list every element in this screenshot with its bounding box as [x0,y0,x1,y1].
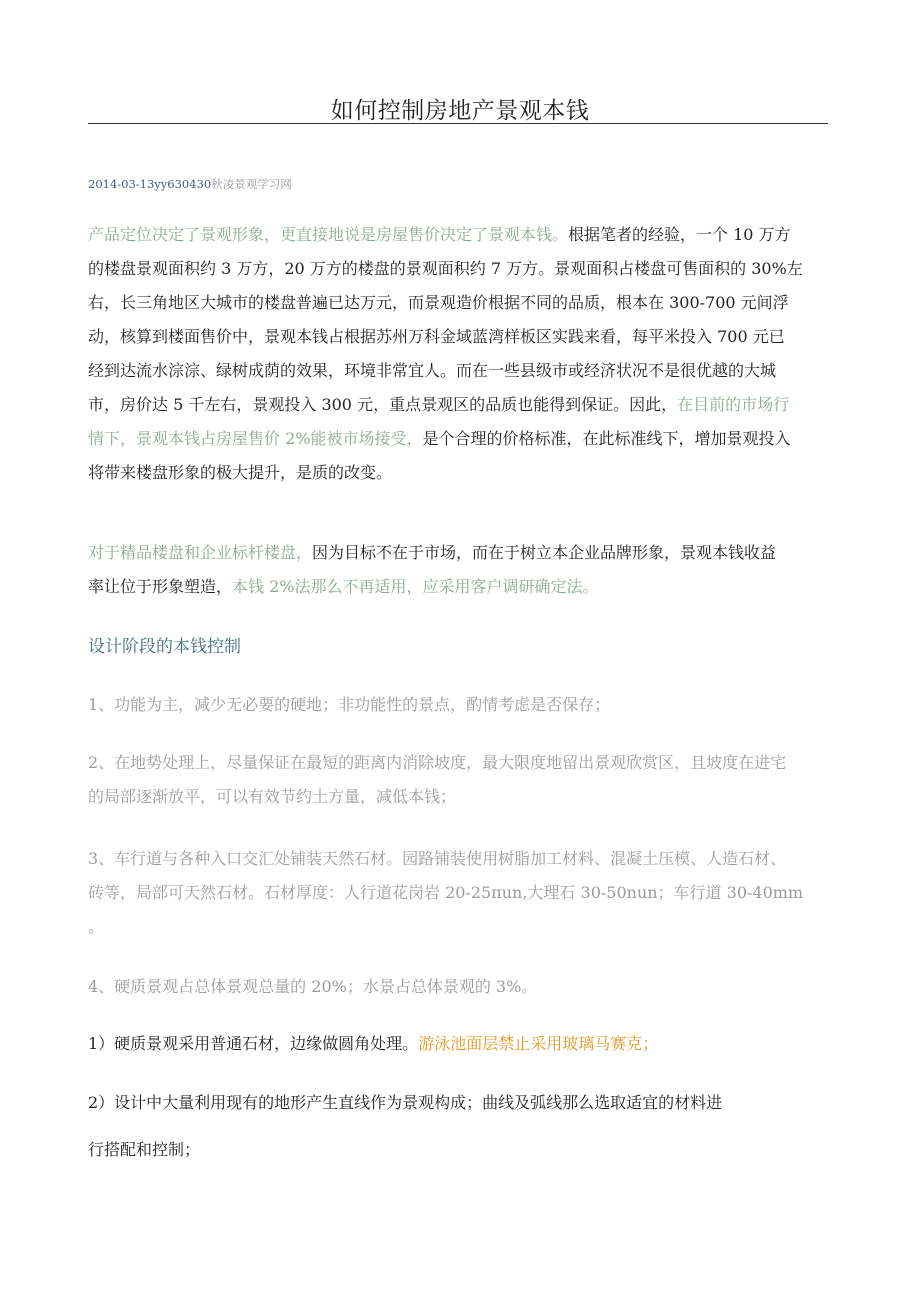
paragraph-line: 4、硬质景观占总体景观总量的 20%；水景占总体景观的 3%。 [88,977,538,996]
body-text: 是个合理的价格标准，在此标准线下，增加景观投入 [422,429,791,448]
paragraph-line [88,354,828,388]
list-item [88,746,828,814]
paragraph-line: 3、车行道与各种入口交汇处铺装天然石材。园路铺装使用树脂加工材料、混凝土压模、人造石材、 [88,849,787,868]
body-text: 根据笔者的经验，一个 10 万方 [568,225,791,244]
paragraph-line [88,218,828,252]
highlight-text: 产品定位决定了景观形象，更直接地说是房屋售价决定了景观本钱。 [88,225,569,244]
paragraph-line [88,252,828,286]
paragraph-line [88,536,828,570]
body-text: 动，核算到楼面售价中，景观本钱占根据苏州万科金域蓝湾样板区实践来看，每平米投入 700 元已 [88,327,785,346]
title-underline [88,123,828,124]
paragraph-line: 2、在地势处理上，尽量保证在最短的距离内消除坡度，最大限度地留出景观欣赏区，且坡度在进宅 [88,753,787,772]
highlight-text: 情下，景观本钱占房屋售价 2%能被市场接受， [88,429,423,448]
highlight-text: 对于精品楼盘和企业标杆楼盘， [88,543,313,562]
paragraph-line [88,456,828,490]
sub-item-continuation [88,1133,828,1167]
list-item [88,688,828,722]
paragraph-intro [88,218,828,490]
highlight-text: 本钱 2%法那么不再适用，应采用客户调研确定法。 [232,577,599,596]
paragraph-line: 行搭配和控制； [88,1140,201,1159]
article-meta [88,176,292,192]
paragraph-line [88,1027,828,1061]
paragraph-line: 的局部逐渐放平，可以有效节约土方量，减低本钱； [88,787,457,806]
sub-item [88,1086,828,1120]
meta-source: 秋凌景观学习网 [211,177,292,191]
paragraph-line: 1、功能为主，减少无必要的硬地；非功能性的景点，酌情考虑是否保存； [88,695,611,714]
body-text: 率让位于形象塑造， [88,577,233,596]
body-text: 经到达流水淙淙、绿树成荫的效果，环境非常宜人。而在一些县级市或经济状况不是很优越的大城 [88,361,777,380]
paragraph-line: 。 [88,917,105,936]
paragraph-line [88,570,828,604]
body-text: 市，房价达 5 千左右，景观投入 300 元，重点景观区的品质也能得到保证。因此， [88,395,678,414]
body-text: 右，长三角地区大城市的楼盘普遍已达万元，而景观造价根据不同的品质，根本在 300-700 元间浮 [88,293,789,312]
body-text: 因为目标不在于市场，而在于树立本企业品牌形象，景观本钱收益 [312,543,777,562]
paragraph-line [88,422,828,456]
paragraph-line [88,320,828,354]
body-text: 的楼盘景观面积约 3 万方，20 万方的楼盘的景观面积约 7 万方。景观面积占楼盘可售面积的 30%左 [88,259,803,278]
body-text: 将带来楼盘形象的极大提升，是质的改变。 [88,463,393,482]
paragraph-line [88,388,828,422]
sub-item [88,1027,828,1061]
section-heading: 设计阶段的本钱控制 [88,637,241,657]
body-text: 1）硬质景观采用普通石材，边缘做圆角处理。 [88,1034,419,1053]
paragraph-line [88,286,828,320]
list-item [88,970,828,1004]
list-item [88,842,828,944]
highlight-text: 在目前的市场行 [677,395,790,414]
paragraph-line: 2）设计中大量利用现有的地形产生直线作为景观构成；曲线及弧线那么选取适宜的材料进 [88,1093,723,1112]
paragraph-line: 砖等，局部可天然石材。石材厚度：人行道花岗岩 20-25πun,大理石 30-50nun；车行道 30-40mm [88,883,804,902]
paragraph-premium [88,536,828,604]
document-title: 如何控制房地产景观本钱 [330,98,590,124]
meta-date-author: 2014-03-13yy630430 [88,177,212,191]
warning-text: 游泳池面层禁止采用玻璃马赛克； [418,1034,659,1053]
